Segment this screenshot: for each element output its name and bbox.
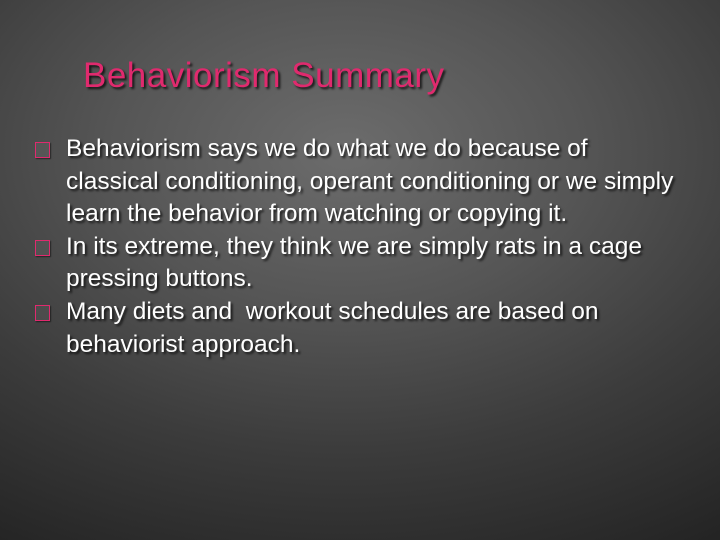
square-bullet-icon	[35, 142, 50, 158]
bullet-text: Behaviorism says we do what we do because of classical conditioning, operant conditioning or we simply learn the behavior from watching or copying it.	[66, 135, 674, 228]
bullet-text: Many diets and workout schedules are based on behaviorist approach.	[66, 297, 606, 358]
slide-title: Behaviorism Summary	[83, 56, 445, 95]
square-bullet-icon	[35, 305, 50, 321]
bullet-item	[35, 296, 675, 361]
bullet-text: In its extreme, they think we are simply rats in a cage pressing buttons.	[66, 232, 642, 293]
square-bullet-icon	[35, 240, 50, 256]
bullet-item	[35, 133, 675, 231]
bullet-list	[35, 133, 675, 361]
bullet-item	[35, 231, 675, 296]
